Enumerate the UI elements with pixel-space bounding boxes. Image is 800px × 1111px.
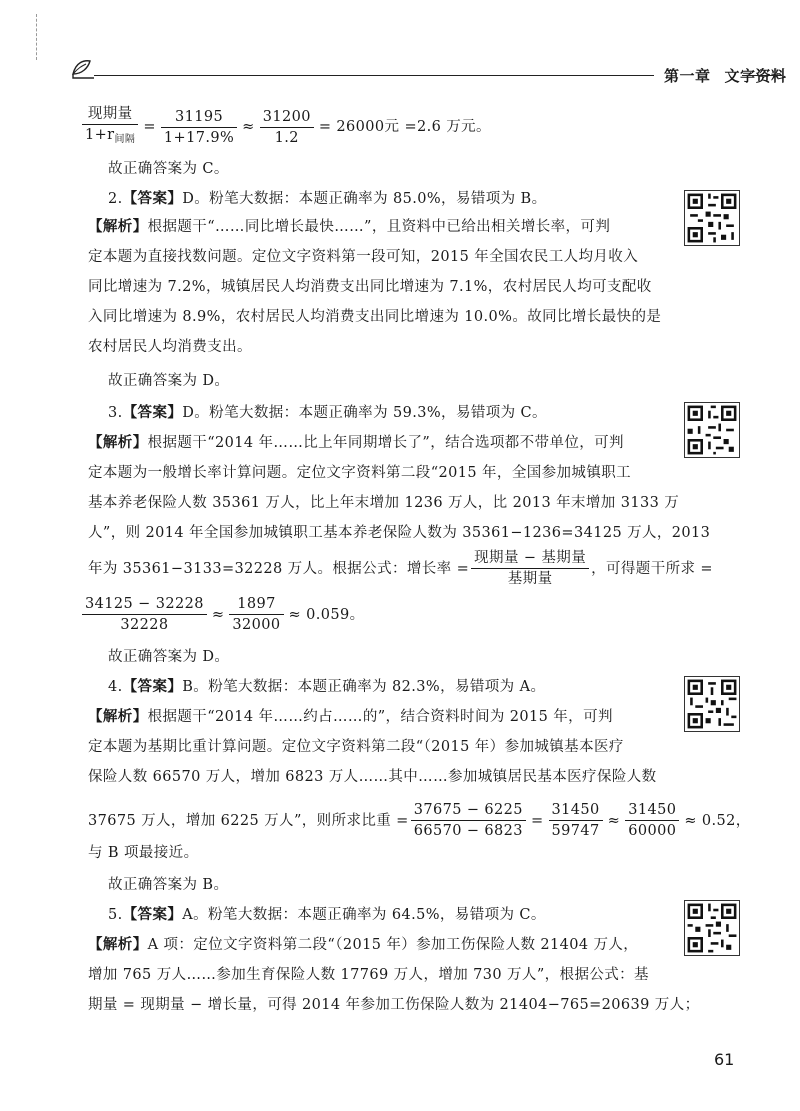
q2-analysis-line-1: 【解析】根据题干“……同比增长最快……”，且资料中已给出相关增长率，可判 (88, 219, 611, 235)
q3-conclusion: 故正确答案为 D。 (108, 649, 230, 665)
q4-analysis-line-2: 定本题为基期比重计算问题。定位文字资料第二段“（2015 年）参加城镇基本医疗 (88, 739, 624, 755)
q3-analysis-line-3: 基本养老保险人数 35361 万人，比上年末增加 1236 万人，比 2013 年末增加 3133 万 (88, 495, 680, 511)
q4-closing: 与 B 项最接近。 (88, 845, 199, 861)
page-header (70, 56, 790, 86)
qr-pattern (685, 901, 739, 955)
header-rule-right (742, 75, 782, 76)
q5-analysis-line-1: 【解析】A 项：定位文字资料第二段“（2015 年）参加工伤保险人数 21404 万人， (88, 937, 639, 953)
margin-marks (36, 14, 39, 60)
fraction: $\frac{37675 - 6225}{66570 - 6823}$ (411, 800, 526, 841)
q2-analysis-line-3: 同比增速为 7.2%，城镇居民人均消费支出同比增速为 7.1%，农村居民人均可支配收 (88, 279, 652, 295)
q2-analysis-line-5: 农村居民人均消费支出。 (88, 339, 252, 355)
q2-analysis-line-4: 入同比增速为 8.9%，农村居民人均消费支出同比增速为 10.0%。故同比增长最快的是 (88, 309, 662, 325)
qr-code-icon[interactable] (684, 676, 740, 732)
q2-analysis-line-2: 定本题为直接找数问题。定位文字资料第一段可知，2015 年全国农民工人均月收入 (88, 249, 639, 265)
fraction: $\frac{31200}{1.2}$ (260, 107, 314, 148)
q3-analysis-line-2: 定本题为一般增长率计算问题。定位文字资料第二段“2015 年，全国参加城镇职工 (88, 465, 632, 481)
qr-pattern (685, 677, 739, 731)
qr-pattern (685, 403, 739, 457)
fraction: $\frac{31450}{59747}$ (549, 800, 603, 841)
q3-analysis-line-1: 【解析】根据题干“2014 年……比上年同期增长了”，结合选项都不带单位，可判 (88, 435, 624, 451)
chapter-name: 文字资料 (724, 67, 787, 85)
q3-answer: 3.【答案】D。粉笔大数据：本题正确率为 59.3%，易错项为 C。 (108, 405, 547, 421)
qr-code-icon[interactable] (684, 900, 740, 956)
q4-answer: 4.【答案】B。粉笔大数据：本题正确率为 82.3%，易错项为 A。 (108, 679, 546, 695)
q5-answer: 5.【答案】A。粉笔大数据：本题正确率为 64.5%，易错项为 C。 (108, 907, 546, 923)
q5-analysis-line-3: 期量 = 现期量 − 增长量，可得 2014 年参加工伤保险人数为 21404−765=20639 万人； (88, 997, 700, 1013)
q3-calculation: $\frac{34125 - 32228}{32228}$ ≈ $\frac{1897}{32000}$ ≈ 0.059。 (80, 594, 368, 635)
q4-analysis-line-1: 【解析】根据题干“2014 年……约占……的”，结合资料时间为 2015 年，可判 (88, 709, 613, 725)
qr-code-icon[interactable] (684, 190, 740, 246)
page-number: 61 (714, 1050, 735, 1069)
formula-result: = 26000元 =2.6 万元。 (318, 119, 491, 135)
fraction: $\frac{\text{现期量 − 基期量}}{\text{基期量}}$ (471, 548, 589, 589)
q4-formula-line: 37675 万人，增加 6225 万人”，则所求比重 = $\frac{37675 - 6225}{66570 - 6823}$ = $\frac{31450}{59747}$ ≈ $\frac{31450}{60000}$ ≈ 0.52， (88, 802, 751, 839)
formula-growth-base: $\frac{\text{现期量}}{1+r_{间隔}}$ = $\frac{31195}{1+17.9\%}$ ≈ $\frac{31200}{1.2}$ = 26000元 =2.6 万元。 (80, 104, 494, 150)
conclusion-1: 故正确答案为 C。 (108, 161, 229, 177)
q2-conclusion: 故正确答案为 D。 (108, 373, 230, 389)
fraction: $\frac{34125 - 32228}{32228}$ (82, 594, 207, 635)
q4-analysis-line-3: 保险人数 66570 万人，增加 6823 万人……其中……参加城镇居民基本医疗保险人数 (88, 769, 657, 785)
qr-pattern (685, 191, 739, 245)
q5-analysis-line-2: 增加 765 万人……参加生育保险人数 17769 万人，增加 730 万人”，根据公式：基 (88, 967, 649, 983)
q3-analysis-line-4: 人”，则 2014 年全国参加城镇职工基本养老保险人数为 35361−1236=34125 万人，2013 (88, 525, 711, 541)
q4-conclusion: 故正确答案为 B。 (108, 877, 229, 893)
chapter-number: 第一章 (664, 67, 711, 85)
fraction: $\frac{31450}{60000}$ (625, 800, 679, 841)
fraction: $\frac{\text{现期量}}{1+r_{间隔}}$ (82, 104, 138, 150)
fraction: $\frac{31195}{1+17.9\%}$ (161, 107, 237, 148)
header-rule (94, 75, 654, 76)
q3-formula-line: 年为 35361−3133=32228 万人。根据公式：增长率 = $\frac{\text{现期量 − 基期量}}{\text{基期量}}$ ，可得题干所求 = (88, 550, 713, 587)
fraction: $\frac{1897}{32000}$ (229, 594, 283, 635)
qr-code-icon[interactable] (684, 402, 740, 458)
leaf-icon (70, 56, 96, 86)
q2-answer: 2.【答案】D。粉笔大数据：本题正确率为 85.0%，易错项为 B。 (108, 191, 547, 207)
